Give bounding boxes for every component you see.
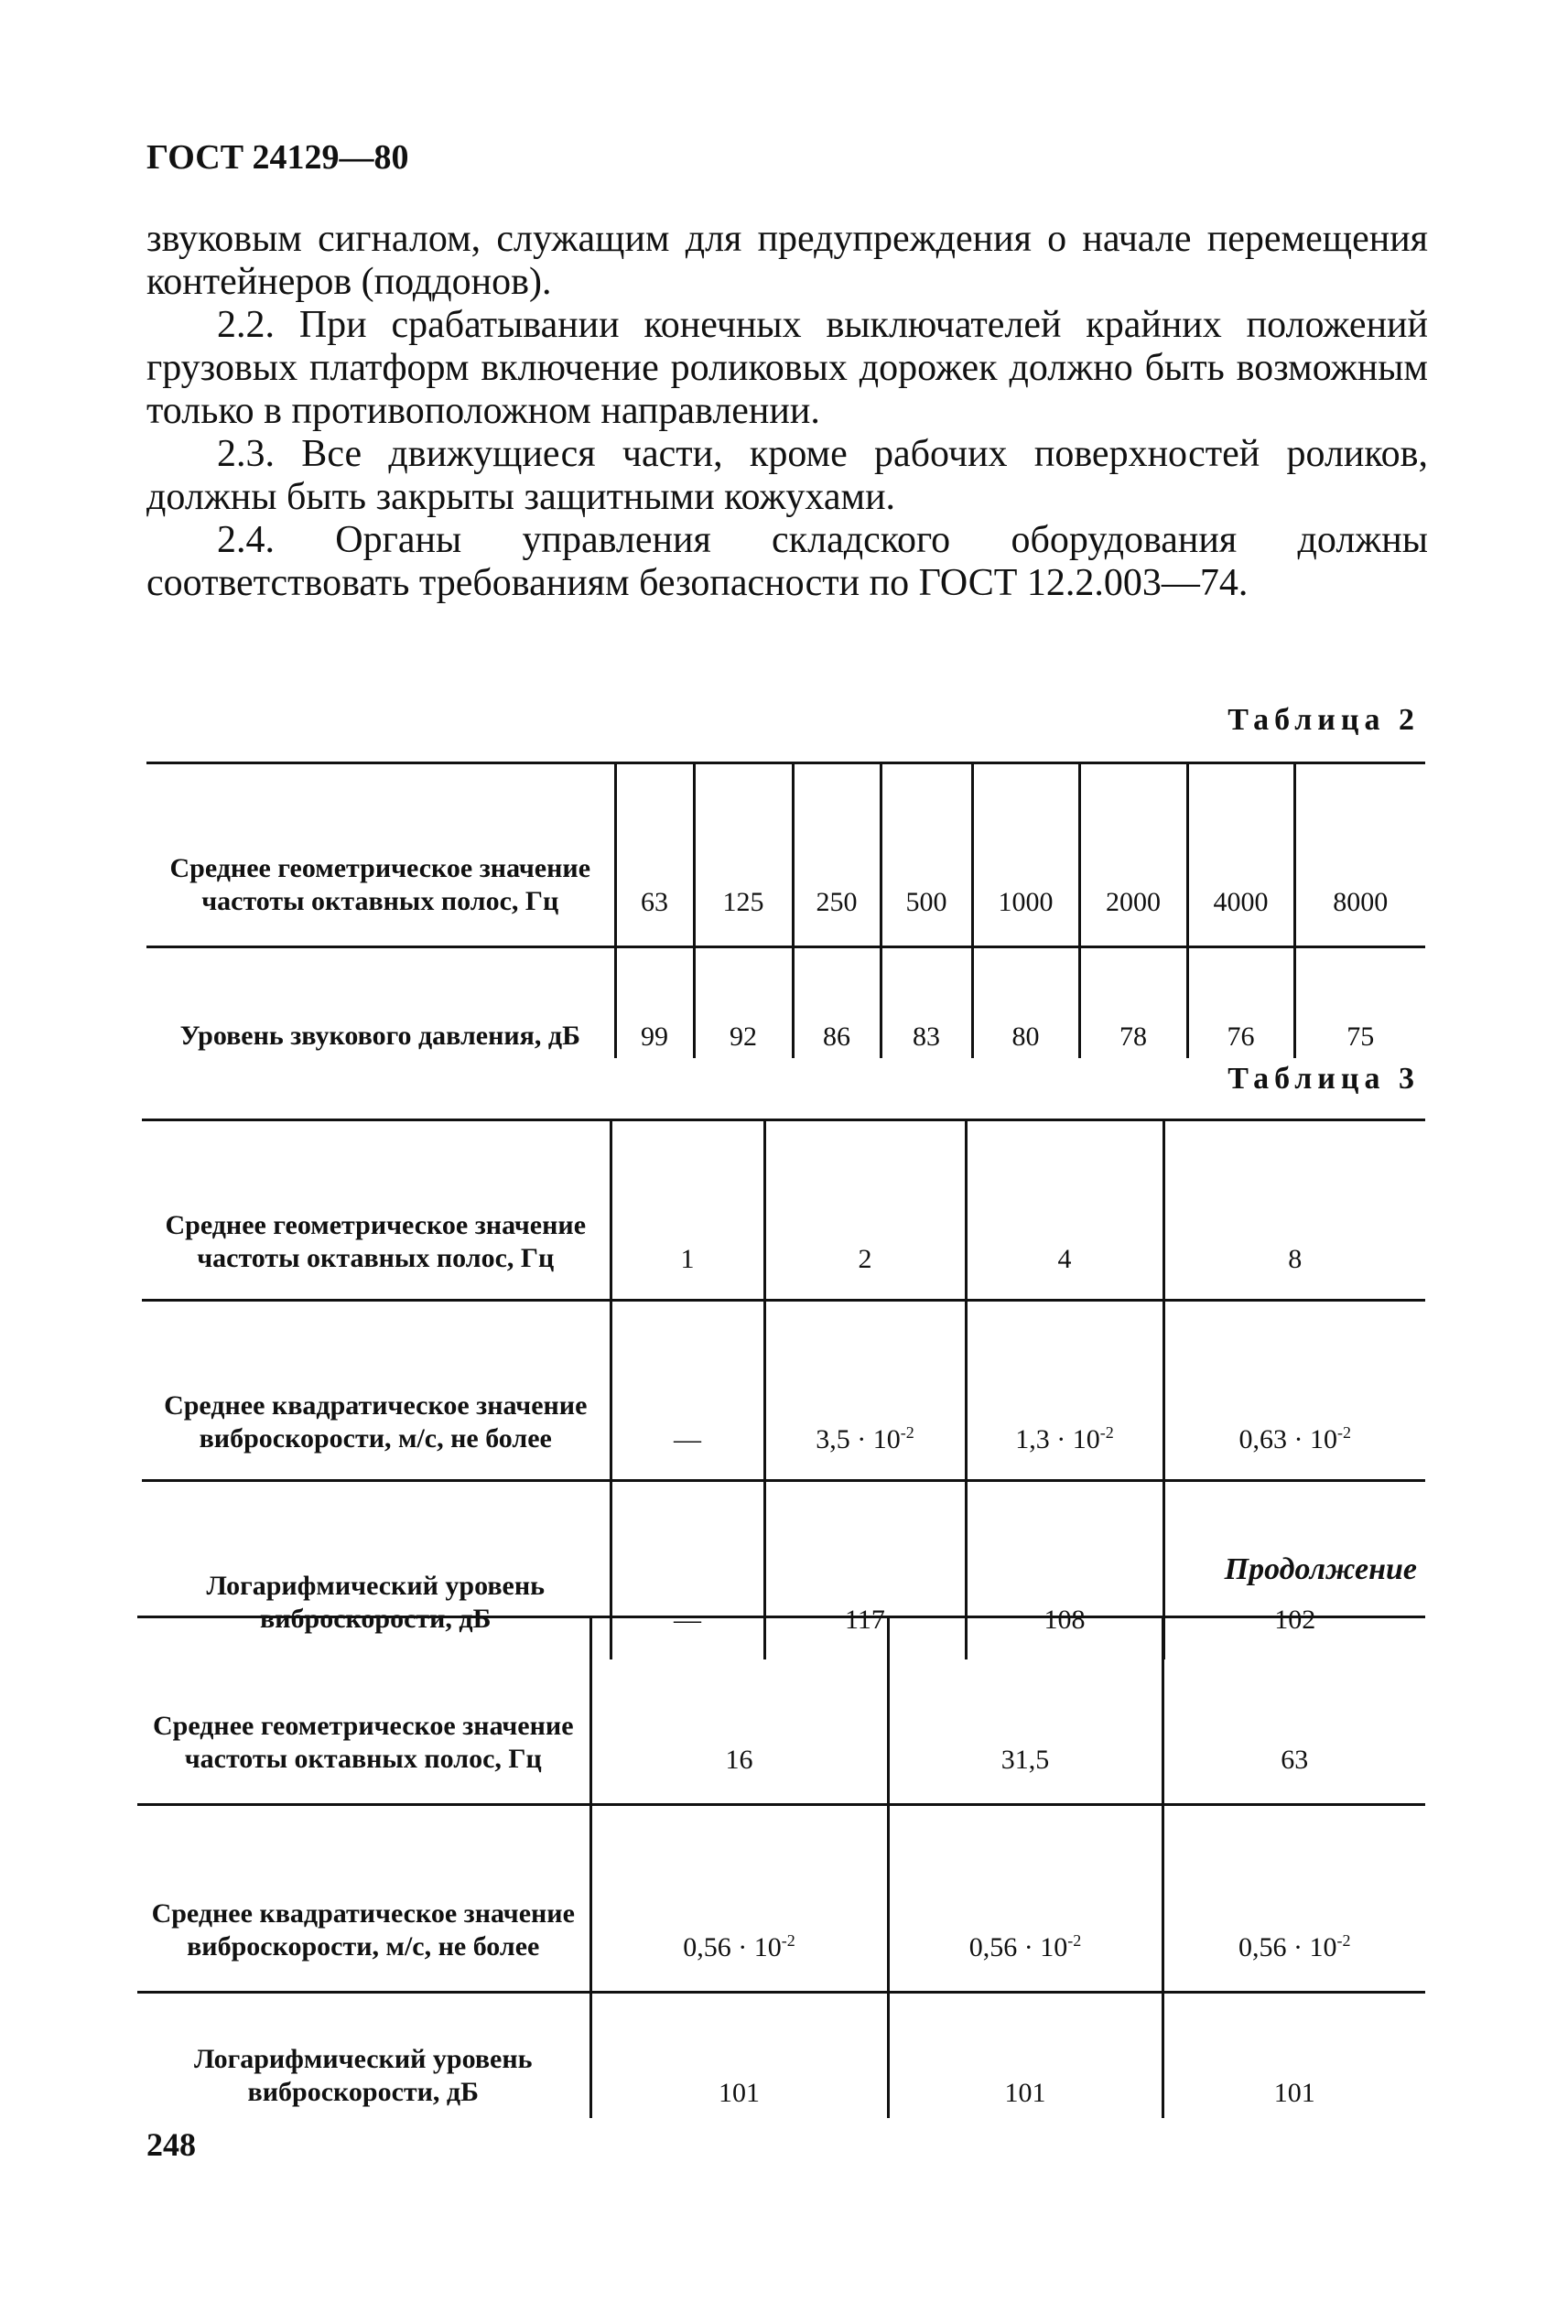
table-cell: $0,63 \cdot 10^{-2}$ [1163,1301,1425,1481]
table-cell: 8000 [1294,763,1425,947]
paragraph: 2.4. Органы управления складского оборудования должны соответствовать требованиям безопасности по ГОСТ 12.2.003—74. [146,519,1428,604]
table-cell: 75 [1294,947,1425,1059]
table-cell: 2 [764,1120,966,1301]
table-cell: 4 [966,1120,1163,1301]
table-cell: 108 [966,1481,1163,1660]
row-label: Среднее квадратическое значение виброскорости, м/с, не более [137,1805,590,1993]
table-cell: 101 [888,1993,1162,2119]
table-caption: Таблица 2 [1227,703,1420,737]
table-cell: 500 [881,763,972,947]
row-label: Среднее геометрическое значение частоты октавных полос, Гц [142,1120,611,1301]
table-cell: 250 [793,763,881,947]
row-label: Среднее квадратическое значение виброскорости, м/с, не более [142,1301,611,1481]
paragraph: 2.2. При срабатывании конечных выключателей крайних положений грузовых платформ включение роликовых дорожек должно быть возможным только в противоположном направлении. [146,304,1428,432]
table-cell: 86 [793,947,881,1059]
table-cell: 102 [1163,1481,1425,1660]
table-cell: $0,56 \cdot 10^{-2}$ [590,1805,888,1993]
row-label: Логарифмический уровень виброскорости, дБ [142,1481,611,1660]
table-cell: 117 [764,1481,966,1660]
table-cell: 8 [1163,1120,1425,1301]
table-cell: — [611,1481,764,1660]
paragraph: звуковым сигналом, служащим для предупреждения о начале перемещения контейнеров (поддонов). [146,218,1428,303]
document-header: ГОСТ 24129—80 [146,138,409,177]
table-cell: 16 [590,1617,888,1805]
table-cell: 101 [590,1993,888,2119]
body-text [146,218,1428,605]
noise-level-table [146,762,1425,1058]
table-cell: $1,3 \cdot 10^{-2}$ [966,1301,1163,1481]
table-cell: 63 [1162,1617,1425,1805]
paragraph: 2.3. Все движущиеся части, кроме рабочих поверхностей роликов, должны быть закрыты защитными кожухами. [146,433,1428,518]
table-caption: Таблица 3 [1227,1062,1420,1096]
table-cell: $0,56 \cdot 10^{-2}$ [888,1805,1162,1993]
table-cell: 78 [1079,947,1187,1059]
table-cell: 4000 [1187,763,1294,947]
table-cell: 63 [615,763,694,947]
vibration-table-continued [137,1616,1425,2118]
table-cell: 101 [1162,1993,1425,2119]
table-cell: 80 [972,947,1079,1059]
table-cell: 92 [694,947,793,1059]
table-cell: 99 [615,947,694,1059]
table-cell: 83 [881,947,972,1059]
table-cell: 1000 [972,763,1079,947]
table-cell: 1 [611,1120,764,1301]
page-number: 248 [146,2126,196,2163]
row-label: Логарифмический уровень виброскорости, дБ [137,1993,590,2119]
table-cell: 125 [694,763,793,947]
row-label: Среднее геометрическое значение частоты октавных полос, Гц [146,763,615,947]
continuation-caption: Продолжение [1224,1552,1417,1586]
table-cell: 2000 [1079,763,1187,947]
table-cell: 31,5 [888,1617,1162,1805]
table-cell: $3,5 \cdot 10^{-2}$ [764,1301,966,1481]
row-label: Среднее геометрическое значение частоты октавных полос, Гц [137,1617,590,1805]
table-cell: — [611,1301,764,1481]
row-label: Уровень звукового давления, дБ [146,947,615,1059]
table-cell: $0,56 \cdot 10^{-2}$ [1162,1805,1425,1993]
table-cell: 76 [1187,947,1294,1059]
